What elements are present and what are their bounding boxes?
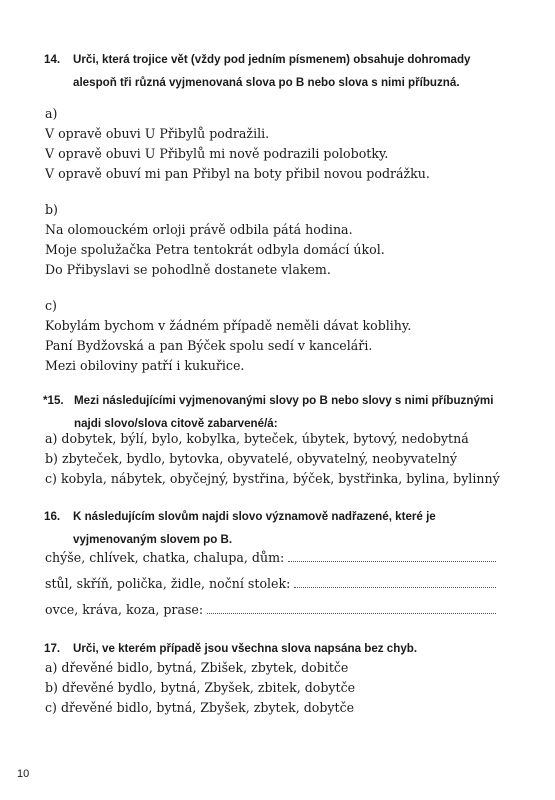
exercise-number: *15. bbox=[43, 394, 64, 407]
ex17-option-a: a) dřevěné bidlo, bytná, Zbišek, zbytek, dobitče bbox=[45, 660, 349, 675]
sentence-c-2: Paní Bydžovská a pan Býček spolu sedí v kanceláři. bbox=[45, 338, 373, 353]
ex16-words-1: chýše, chlívek, chatka, chalupa, dům: bbox=[45, 550, 285, 565]
answer-blank[interactable] bbox=[294, 574, 496, 588]
sentence-b-2: Moje spolužačka Petra tentokrát odbyla domácí úkol. bbox=[45, 242, 385, 257]
answer-blank[interactable] bbox=[288, 548, 496, 562]
ex17-option-b: b) dřevěné bydlo, bytná, Zbyšek, zbitek, dobytče bbox=[45, 680, 356, 695]
option-letter-a: a) bbox=[45, 106, 58, 121]
exercise-number: 17. bbox=[44, 642, 61, 655]
exercise-instruction: Mezi následujícími vyjmenovanými slovy po B nebo slovy s nimi příbuznými najdi slovo/slova citově zabarvené/á: bbox=[74, 394, 494, 430]
answer-blank[interactable] bbox=[207, 600, 496, 614]
exercise-17-heading bbox=[44, 637, 514, 660]
exercise-instruction: Urči, ve kterém případě jsou všechna slova napsána bez chyb. bbox=[73, 642, 418, 655]
ex16-row-2 bbox=[45, 574, 496, 594]
sentence-a-3: V opravě obuví mi pan Přibyl na boty přibil novou podrážku. bbox=[45, 166, 430, 181]
ex17-option-c: c) dřevěné bidlo, bytná, Zbyšek, zbytek, dobytče bbox=[45, 700, 355, 715]
sentence-c-1: Kobylám bychom v žádném případě neměli dávat koblihy. bbox=[45, 318, 412, 333]
exercise-16-heading bbox=[44, 505, 514, 551]
sentence-b-3: Do Přibyslavi se pohodlně dostanete vlakem. bbox=[45, 262, 331, 277]
sentence-a-1: V opravě obuvi U Přibylů podražili. bbox=[45, 126, 270, 141]
ex15-option-c: c) kobyla, nábytek, obyčejný, bystřina, býček, bystřinka, bylina, bylinný bbox=[45, 471, 500, 486]
sentence-a-2: V opravě obuvi U Přibylů mi nově podrazili polobotky. bbox=[45, 146, 389, 161]
exercise-instruction: K následujícím slovům najdi slovo významově nadřazené, které je vyjmenovaným slovem po B. bbox=[73, 510, 436, 546]
page-number: 10 bbox=[17, 768, 30, 780]
ex16-row-1 bbox=[45, 548, 496, 568]
option-letter-b: b) bbox=[45, 202, 58, 217]
ex16-words-2: stůl, skříň, polička, židle, noční stolek: bbox=[45, 576, 291, 591]
option-letter-c: c) bbox=[45, 298, 57, 313]
sentence-c-3: Mezi obiloviny patří i kukuřice. bbox=[45, 358, 245, 373]
ex16-row-3 bbox=[45, 600, 496, 620]
sentence-b-1: Na olomouckém orloji právě odbila pátá hodina. bbox=[45, 222, 353, 237]
ex15-option-b: b) zbyteček, bydlo, bytovka, obyvatelé, obyvatelný, neobyvatelný bbox=[45, 451, 457, 466]
exercise-14-heading bbox=[44, 48, 514, 94]
exercise-number: 14. bbox=[44, 53, 61, 66]
ex16-words-3: ovce, kráva, koza, prase: bbox=[45, 602, 204, 617]
exercise-number: 16. bbox=[44, 510, 61, 523]
exercise-instruction: Urči, která trojice vět (vždy pod jedním písmenem) obsahuje dohromady alespoň tři různá vyjmenovaná slova po B nebo slova s nimi příbuzná. bbox=[73, 53, 471, 89]
ex15-option-a: a) dobytek, býlí, bylo, kobylka, byteček, úbytek, bytový, nedobytná bbox=[45, 431, 469, 446]
